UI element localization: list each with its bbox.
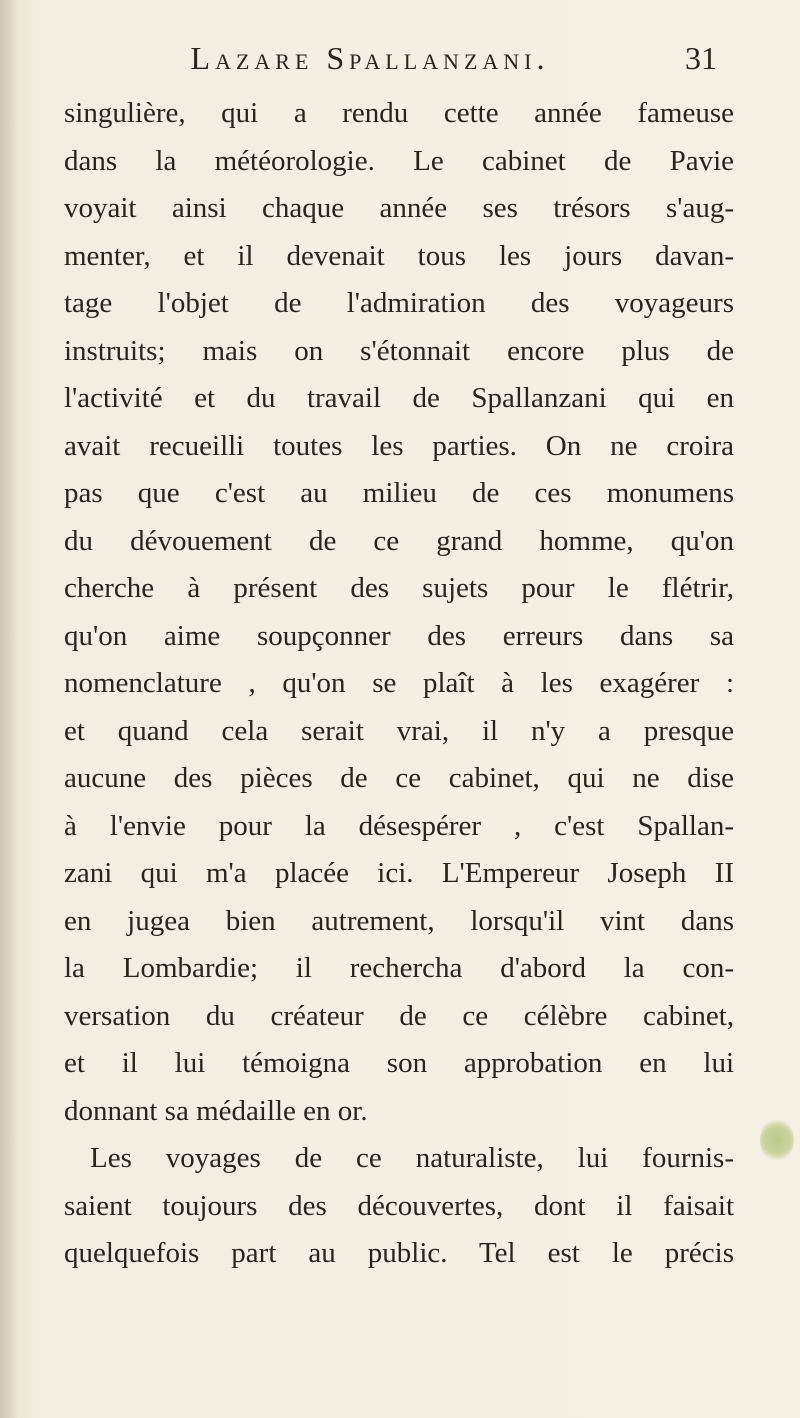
text-line: instruits; mais on s'étonnait encore plus de [64,334,734,367]
text-line: et il lui témoigna son approbation en lui [64,1047,734,1079]
text-line: tage l'objet de l'admiration des voyageurs [64,287,734,319]
text-line: zani qui m'a placée ici. L'Empereur Joseph II [64,857,734,889]
text-line: et quand cela serait vrai, il n'y a presque [64,714,734,747]
text-line: dans la météorologie. Le cabinet de Pavie [64,144,734,177]
page-header [0,40,800,90]
page-number: 31 [685,40,717,76]
binding-shadow [0,0,18,1418]
text-line: l'activité et du travail de Spallanzani qui en [64,382,734,414]
text-line: en jugea bien autrement, lorsqu'il vint dans [64,904,734,937]
text-line: pas que c'est au milieu de ces monumens [64,477,734,509]
text-line: à l'envie pour la désespérer , c'est Spallan- [64,809,734,842]
text-line: cherche à présent des sujets pour le flétrir, [64,572,734,604]
paragraph-end-line: donnant sa médaille en or. [64,1094,368,1127]
body-text [64,90,734,1278]
text-line: saient toujours des découvertes, dont il faisait [64,1189,734,1222]
paragraph-start-line: Les voyages de ce naturaliste, lui fournis- [90,1142,734,1174]
text-line: du dévouement de ce grand homme, qu'on [64,524,734,557]
text-line: aucune des pièces de ce cabinet, qui ne dise [64,762,734,794]
text-line: nomenclature , qu'on se plaît à les exagérer : [64,667,734,699]
running-title: Lazare Spallanzani. [190,40,550,76]
text-line: qu'on aime soupçonner des erreurs dans sa [64,619,734,652]
text-line: avait recueilli toutes les parties. On ne croira [64,429,734,462]
text-line: voyait ainsi chaque année ses trésors s'aug- [64,192,734,224]
text-line: singulière, qui a rendu cette année fameuse [64,97,734,129]
paper-stain [760,1118,794,1162]
text-line: quelquefois part au public. Tel est le précis [64,1237,734,1269]
text-line: versation du créateur de ce célèbre cabinet, [64,999,734,1032]
text-line: menter, et il devenait tous les jours davan- [64,239,734,272]
text-line: la Lombardie; il rechercha d'abord la con- [64,952,734,984]
